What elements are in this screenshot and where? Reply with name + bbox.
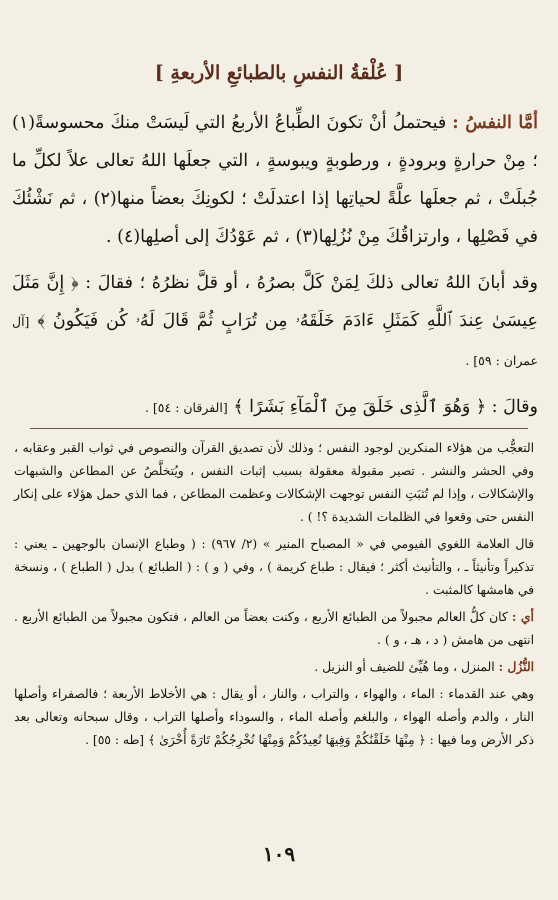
footnote-text: قال العلامة اللغوي الفيومي في « المصباح المنير » (٢/ ٩٦٧) : ( وطباع الإنسان بالوجهين ـ يعني : تذكيراً وتأنيثاً ـ ، والتأنيث أكثر ؛ فيقال : طباع كريمة ) ، وفي ( و ) : ( الطبائع ) بدل ( الطباع ) ، ونسخة في هامشها كالمثبت . (14, 537, 534, 597)
verse-reference: [الفرقان : ٥٤] . (144, 400, 228, 415)
footnote-text: وهي عند القدماء : الماء ، والهواء ، والتراب ، والنار ، أو يقال : هي الأخلاط الأربعة ؛ فالصفراء وأصلها النار ، والدم وأصله الهواء ، والبلغم وأصله الماء ، والسوداء وأصلها التراب ، وقال سبحانه وتعالى بعد ذكر الأرض وما فيها : ﴿ مِنْهَا خَلَقْنَٰكُمْ وَفِيهَا نُعِيدُكُمْ وَمِنْهَا نُخْرِجُكُمْ تَارَةً أُخْرَىٰ ﴾ [طه : ٥٥] . (14, 687, 534, 747)
footnote-item (14, 532, 534, 602)
main-text (12, 104, 538, 427)
footnote-item (14, 682, 534, 752)
paragraph-lead: أمَّا النفسُ : (452, 113, 538, 133)
page-number: ١٠٩ (262, 842, 296, 866)
paragraph-nafs (12, 104, 538, 256)
footnote-item (14, 436, 534, 529)
paragraph-furqan (12, 388, 538, 427)
footnote-lead: أي : (511, 609, 534, 624)
footnote-lead: النُّزُل : (498, 659, 534, 674)
paragraph-aal-imran (12, 264, 538, 380)
footnote-item (14, 655, 534, 679)
footnote-text: كان كلُّ العالم مجبولاً من الطبائع الأربع ، وكنت بعضاً من العالم ، فتكون مجبولاً من الطبائع الأربع . انتهى من هامش ( د ، هـ ، و ) . (14, 610, 534, 647)
paragraph-body: وقد أبانَ اللهُ تعالى ذلكَ لِمَنْ كَلَّ بصرُهُ ، أو قلَّ نظرُهُ ؛ فقالَ : ﴿ إِنَّ مَثَلَ عِيسَىٰ عِندَ ٱللَّهِ كَمَثَلِ ءَادَمَ خَلَقَهُۥ مِن تُرَابٍ ثُمَّ قَالَ لَهُۥ كُن فَيَكُونُ ﴾ (12, 273, 538, 331)
paragraph-body: فيحتملُ أنْ تكونَ الطِّباعُ الأربعُ التي لَيسَتْ منكَ محسوسةً(١) ؛ مِنْ حرارةٍ وبرودةٍ ، ورطوبةٍ ويبوسةٍ ، التي جعلَها اللهُ تعالى علاً لكلِّ ما جُبلَتْ ، ثم جعلَها علَّةً لحياتِها إذا اعتدلَتْ ؛ لكونِكَ بعضاً منها(٢) ، ثم نَشْئُكَ في فَصْلِها ، وارتزاقُكَ مِنْ نُزُلِها(٣) ، ثم عَوْدُكَ إلى أصلِها(٤) . (12, 113, 538, 247)
verse-reference: [آل عمران : ٥٩] . (12, 314, 538, 368)
footnote-text: المنزل ، وما هُيِّئ للضيف أو النزيل . (314, 660, 495, 674)
footnotes (14, 436, 534, 755)
footnote-text: التعجُّب من هؤلاء المنكرين لوجود النفس ؛ وذلك لأن تصديق القرآن والنصوص في ثواب القبر وعقابه ، وفي الحشر والنشر . تصير مقبولة معقولة بسبب إثبات النفس ، ويُتخلَّصُ عن المطاعن والشبهات والإشكالات ، وإذا لم تُثبَتِ النفس توجهت الإشكالات وعظمت المطاعن ، فما الذي حمل هؤلاء على إنكار النفس حتى وقعوا في الظلمات الشديدة ؟! ) . (14, 441, 534, 524)
footnote-item (14, 605, 534, 652)
footnote-separator (30, 428, 528, 429)
paragraph-body: وقالَ : ﴿ وَهُوَ ٱلَّذِى خَلَقَ مِنَ ٱلْمَآءِ بَشَرًا ﴾ (233, 397, 538, 417)
section-heading: [ عُلْقةُ النفسِ بالطبائعِ الأربعةِ ] (154, 62, 404, 84)
